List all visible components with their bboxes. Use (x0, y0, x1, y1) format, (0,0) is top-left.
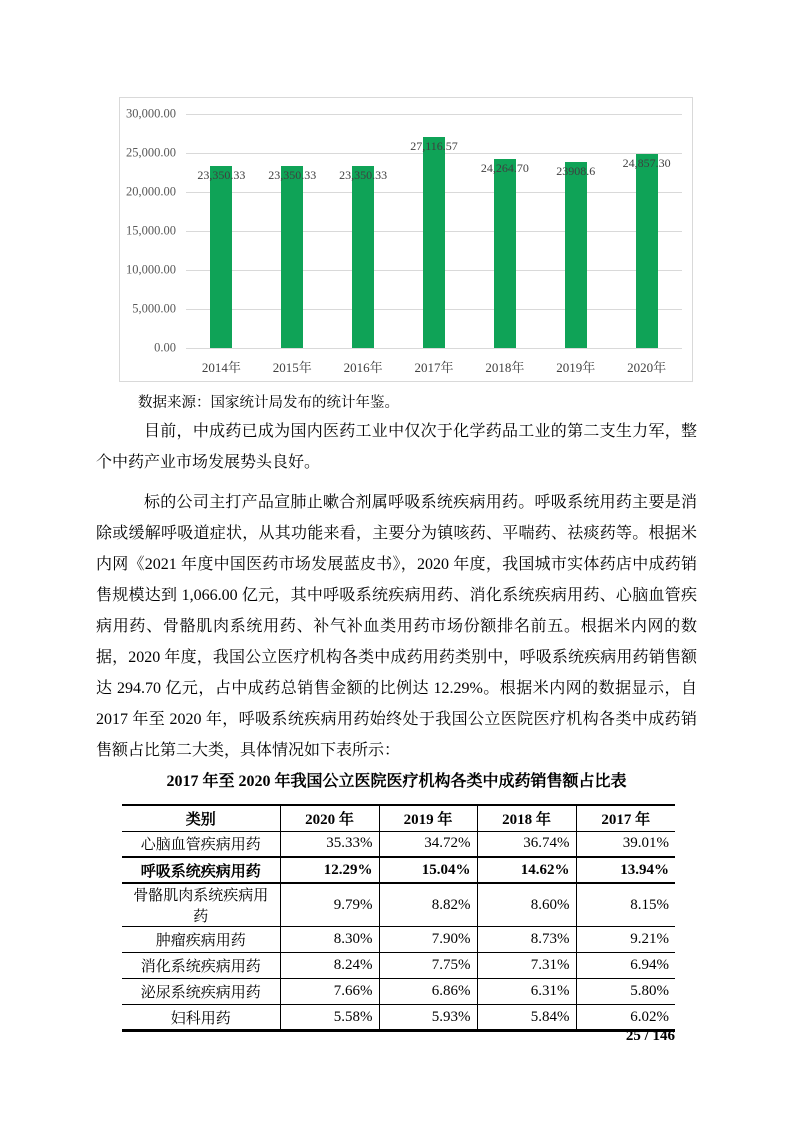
chart-source-note: 数据来源：国家统计局发布的统计年鉴。 (138, 395, 399, 411)
table-category-cell: 心脑血管疾病用药 (122, 831, 280, 857)
body-paragraph: 目前，中成药已成为国内医药工业中仅次于化学药品工业的第二支生力军，整个中药产业市场发展势头良好。 (96, 423, 697, 471)
y-axis-tick-label: 10,000.00 (126, 262, 176, 277)
table-value-cell: 36.74% (477, 831, 576, 857)
bar-value-label: 24,264.70 (480, 160, 529, 175)
table-value-cell: 7.90% (379, 927, 477, 953)
table-value-cell: 6.02% (576, 1005, 675, 1031)
table-value-cell: 5.58% (280, 1005, 379, 1031)
table-category-cell: 呼吸系统疾病用药 (122, 857, 280, 883)
bar (636, 154, 658, 348)
y-axis-tick-label: 30,000.00 (126, 106, 176, 121)
bar (423, 137, 445, 349)
table-value-cell: 9.79% (280, 883, 379, 927)
table-category-cell: 泌尿系统疾病用药 (122, 979, 280, 1005)
table-value-cell: 13.94% (576, 857, 675, 883)
table-row (122, 883, 675, 927)
table-value-cell: 8.60% (477, 883, 576, 927)
table-category-cell: 骨骼肌肉系统疾病用药 (122, 883, 280, 927)
table-value-cell: 8.15% (576, 883, 675, 927)
table-value-cell: 6.86% (379, 979, 477, 1005)
table-header-cell: 2020 年 (280, 805, 379, 831)
bar-column (257, 114, 328, 375)
table-header-cell: 2018 年 (477, 805, 576, 831)
bar-column (540, 114, 611, 375)
bar (281, 166, 303, 348)
table-value-cell: 8.73% (477, 927, 576, 953)
table-value-cell: 34.72% (379, 831, 477, 857)
table-header-row (122, 805, 675, 831)
x-axis-tick-label: 2016年 (343, 360, 383, 375)
table-value-cell: 7.31% (477, 953, 576, 979)
table-value-cell: 14.62% (477, 857, 576, 883)
table-value-cell: 8.24% (280, 953, 379, 979)
table-value-cell: 12.29% (280, 857, 379, 883)
y-axis-tick-label: 0.00 (154, 340, 176, 355)
table-value-cell: 35.33% (280, 831, 379, 857)
bar (352, 166, 374, 348)
table-category-cell: 消化系统疾病用药 (122, 953, 280, 979)
bar-value-label: 23,350.33 (268, 167, 317, 182)
table-value-cell: 39.01% (576, 831, 675, 857)
bar-value-label: 23,350.33 (197, 167, 246, 182)
x-axis-tick-label: 2019年 (556, 360, 596, 375)
x-axis-tick-label: 2015年 (272, 360, 312, 375)
table-row (122, 1005, 675, 1031)
bar-value-label: 23,350.33 (339, 167, 388, 182)
table-value-cell: 8.30% (280, 927, 379, 953)
table-row (122, 927, 675, 953)
bar-column (186, 114, 257, 375)
bar (210, 166, 232, 348)
bar-column (611, 114, 682, 375)
table-value-cell: 5.93% (379, 1005, 477, 1031)
bar-value-label: 24,857.30 (622, 156, 671, 171)
bar-column (399, 114, 470, 375)
bar-column (469, 114, 540, 375)
table-value-cell: 6.31% (477, 979, 576, 1005)
bar-value-label: 23908.6 (556, 163, 596, 178)
table-row (122, 857, 675, 883)
table-value-cell: 15.04% (379, 857, 477, 883)
x-axis-tick-label: 2020年 (627, 360, 667, 375)
table-category-cell: 肿瘤疾病用药 (122, 927, 280, 953)
table-value-cell: 6.94% (576, 953, 675, 979)
y-axis-tick-label: 15,000.00 (126, 223, 176, 238)
table-value-cell: 8.82% (379, 883, 477, 927)
table-category-cell: 妇科用药 (122, 1005, 280, 1031)
table-header-cell: 类别 (122, 805, 280, 831)
y-axis-tick-label: 25,000.00 (126, 145, 176, 160)
table-row (122, 979, 675, 1005)
y-axis-tick-label: 5,000.00 (132, 301, 176, 316)
page-number: 25 / 146 (625, 1028, 675, 1044)
table-header-cell: 2019 年 (379, 805, 477, 831)
table-value-cell: 9.21% (576, 927, 675, 953)
y-axis-tick-label: 20,000.00 (126, 184, 176, 199)
market-share-table (122, 804, 675, 1032)
table-value-cell: 7.66% (280, 979, 379, 1005)
bar-value-label: 27,116.57 (410, 138, 458, 153)
bar-chart (119, 97, 693, 382)
table-value-cell: 5.80% (576, 979, 675, 1005)
bar (565, 162, 587, 348)
table-header-cell: 2017 年 (576, 805, 675, 831)
body-paragraph: 标的公司主打产品宣肺止嗽合剂属呼吸系统疾病用药。呼吸系统用药主要是消除或缓解呼吸道症状，从其功能来看，主要分为镇咳药、平喘药、祛痰药等。根据米内网《2021 年度中国医药市场发展蓝皮书》，2020 年度，我国城市实体药店中成药销售规模达到 1,066.00 亿元，其中呼吸系统疾病用药、消化系统疾病用药、心脑血管疾病用药、骨骼肌肉系统用药、补气补血类用药市场份额排名前五。根据米内网的数据，2020 年度，我国公立医疗机构各类中成药用药类别中，呼吸系统疾病用药销售额达 294.70 亿元，占中成药总销售金额的比例达 12.29%。根据米内网的数据显示，自 2017 年至 2020 年，呼吸系统疾病用药始终处于我国公立医院医疗机构各类中成药销售额占比第二大类，具体情况如下表所示： (96, 494, 697, 759)
x-axis-tick-label: 2018年 (485, 360, 525, 375)
bar-columns (186, 114, 682, 375)
table-row (122, 831, 675, 857)
table-value-cell: 5.84% (477, 1005, 576, 1031)
table-title: 2017 年至 2020 年我国公立医院医疗机构各类中成药销售额占比表 (166, 773, 627, 790)
bar-column (328, 114, 399, 375)
bar (494, 159, 516, 348)
x-axis-tick-label: 2014年 (201, 360, 241, 375)
chart-plot-area (126, 106, 682, 375)
y-gridline (186, 348, 682, 349)
table-row (122, 953, 675, 979)
table-value-cell: 7.75% (379, 953, 477, 979)
x-axis-tick-label: 2017年 (414, 360, 454, 375)
